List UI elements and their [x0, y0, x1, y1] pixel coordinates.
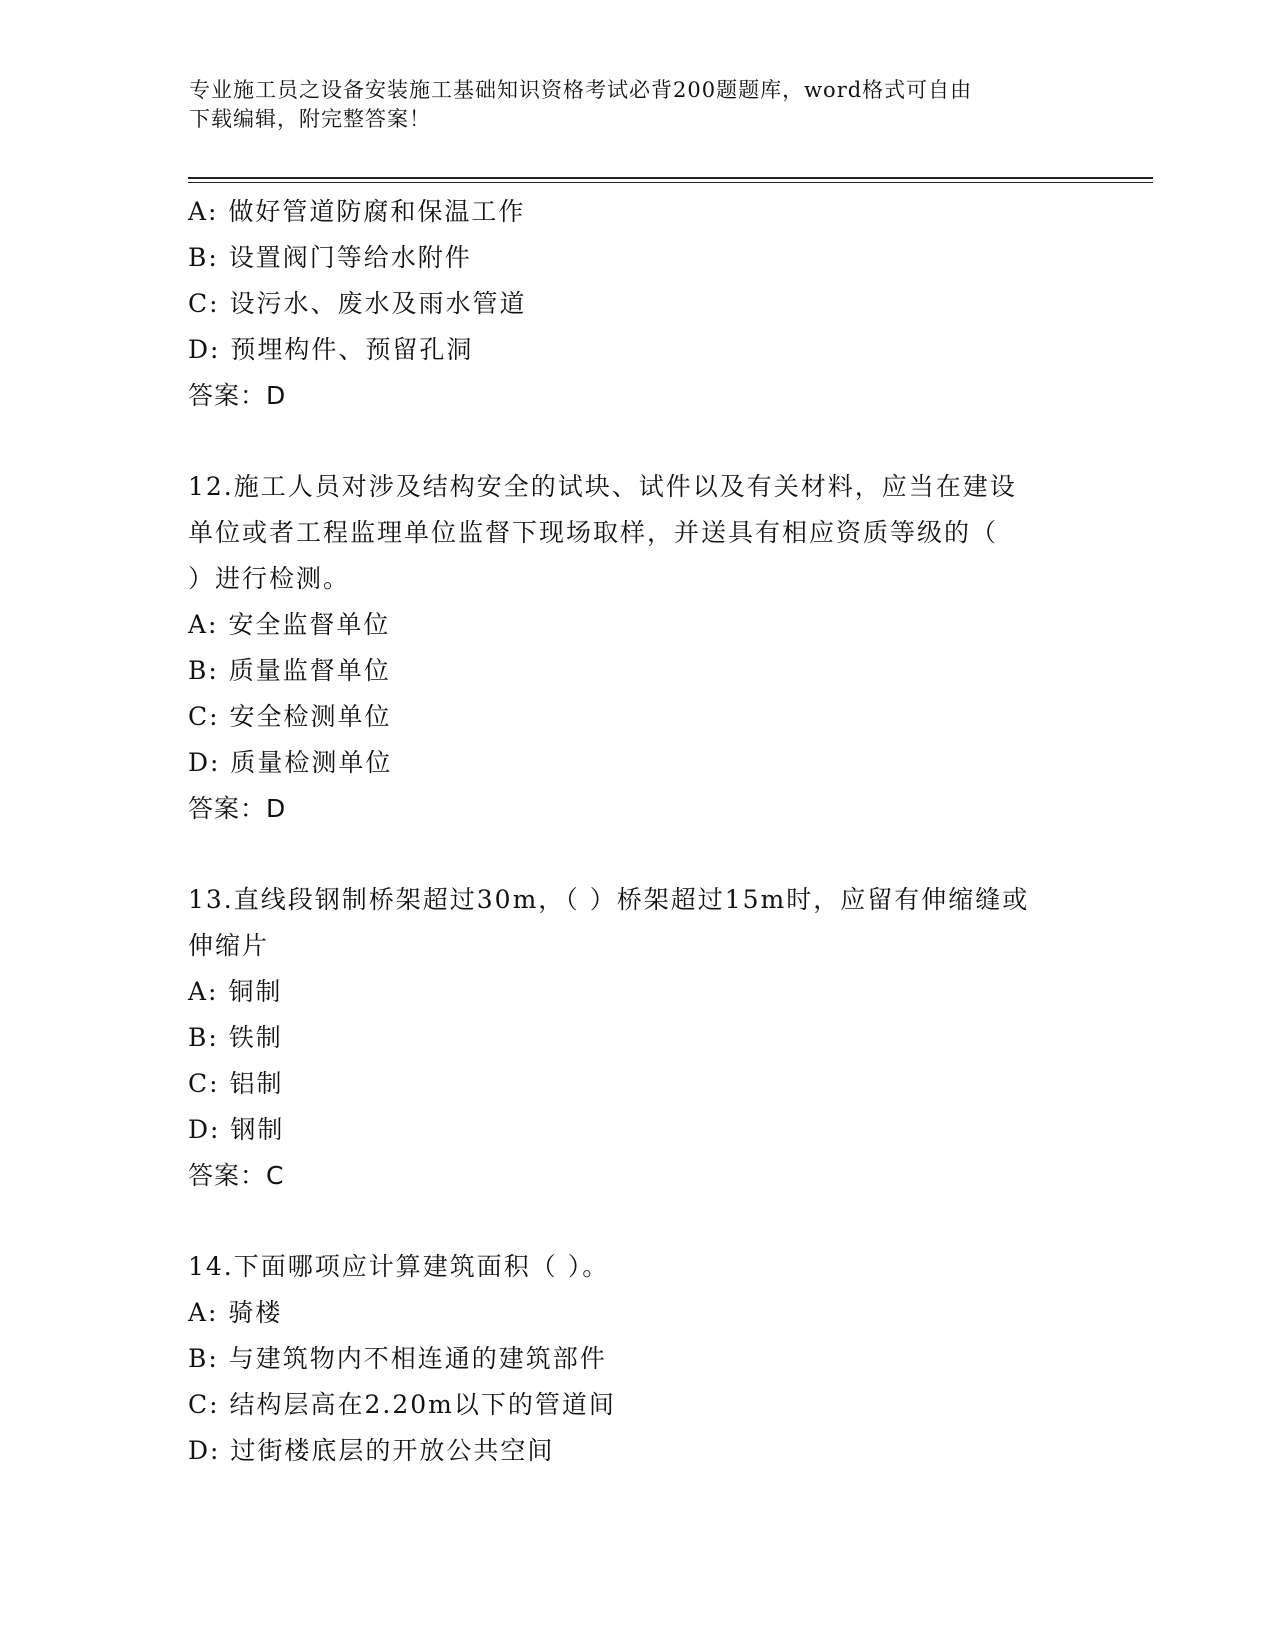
- question-block-prev: [188, 189, 1088, 419]
- option-a: A: 安全监督单位: [188, 610, 391, 639]
- header-divider-thick: [188, 177, 1153, 179]
- question-list: [188, 189, 1088, 1474]
- document-header: [189, 76, 1089, 134]
- question-line: 单位或者工程监理单位监督下现场取样，并送具有相应资质等级的（: [188, 518, 999, 547]
- option-b: B: 铁制: [188, 1023, 283, 1052]
- question-line: 14.下面哪项应计算建筑面积（ ）。: [188, 1252, 610, 1281]
- option-d: D: 过街楼底层的开放公共空间: [188, 1436, 555, 1465]
- answer: 答案：D: [188, 381, 287, 410]
- spacer: [188, 419, 1088, 464]
- spacer: [188, 832, 1088, 877]
- option-c: C: 结构层高在2.20m以下的管道间: [188, 1390, 616, 1419]
- option-d: D: 预埋构件、预留孔洞: [188, 335, 474, 364]
- question-block-13: [188, 877, 1088, 1199]
- option-a: A: 骑楼: [188, 1298, 283, 1327]
- header-title-line-2: 下载编辑，附完整答案！: [189, 107, 431, 131]
- option-c: C: 铝制: [188, 1069, 284, 1098]
- option-d: D: 质量检测单位: [188, 748, 393, 777]
- question-line: ）进行检测。: [188, 564, 351, 593]
- question-line: 13.直线段钢制桥架超过30m，（ ）桥架超过15m时，应留有伸缩缝或: [188, 885, 1030, 914]
- option-b: B: 与建筑物内不相连通的建筑部件: [188, 1344, 607, 1373]
- question-text: [188, 877, 1088, 969]
- option-b: B: 设置阀门等给水附件: [188, 243, 472, 272]
- option-c: C: 设污水、废水及雨水管道: [188, 289, 527, 318]
- option-a: A: 铜制: [188, 977, 283, 1006]
- header-divider-thin: [188, 182, 1153, 183]
- question-line: 伸缩片: [188, 931, 270, 960]
- question-block-14: [188, 1244, 1088, 1474]
- question-text: [188, 464, 1088, 602]
- answer: 答案：D: [188, 794, 287, 823]
- option-c: C: 安全检测单位: [188, 702, 392, 731]
- option-d: D: 钢制: [188, 1115, 285, 1144]
- question-text: [188, 1244, 1088, 1290]
- header-title-line-1: 专业施工员之设备安装施工基础知识资格考试必背200题题库，word格式可自由: [189, 78, 973, 102]
- option-b: B: 质量监督单位: [188, 656, 391, 685]
- question-block-12: [188, 464, 1088, 832]
- answer: 答案：C: [188, 1161, 285, 1190]
- spacer: [188, 1199, 1088, 1244]
- option-a: A: 做好管道防腐和保温工作: [188, 197, 526, 226]
- question-line: 12.施工人员对涉及结构安全的试块、试件以及有关材料，应当在建设: [188, 472, 1017, 501]
